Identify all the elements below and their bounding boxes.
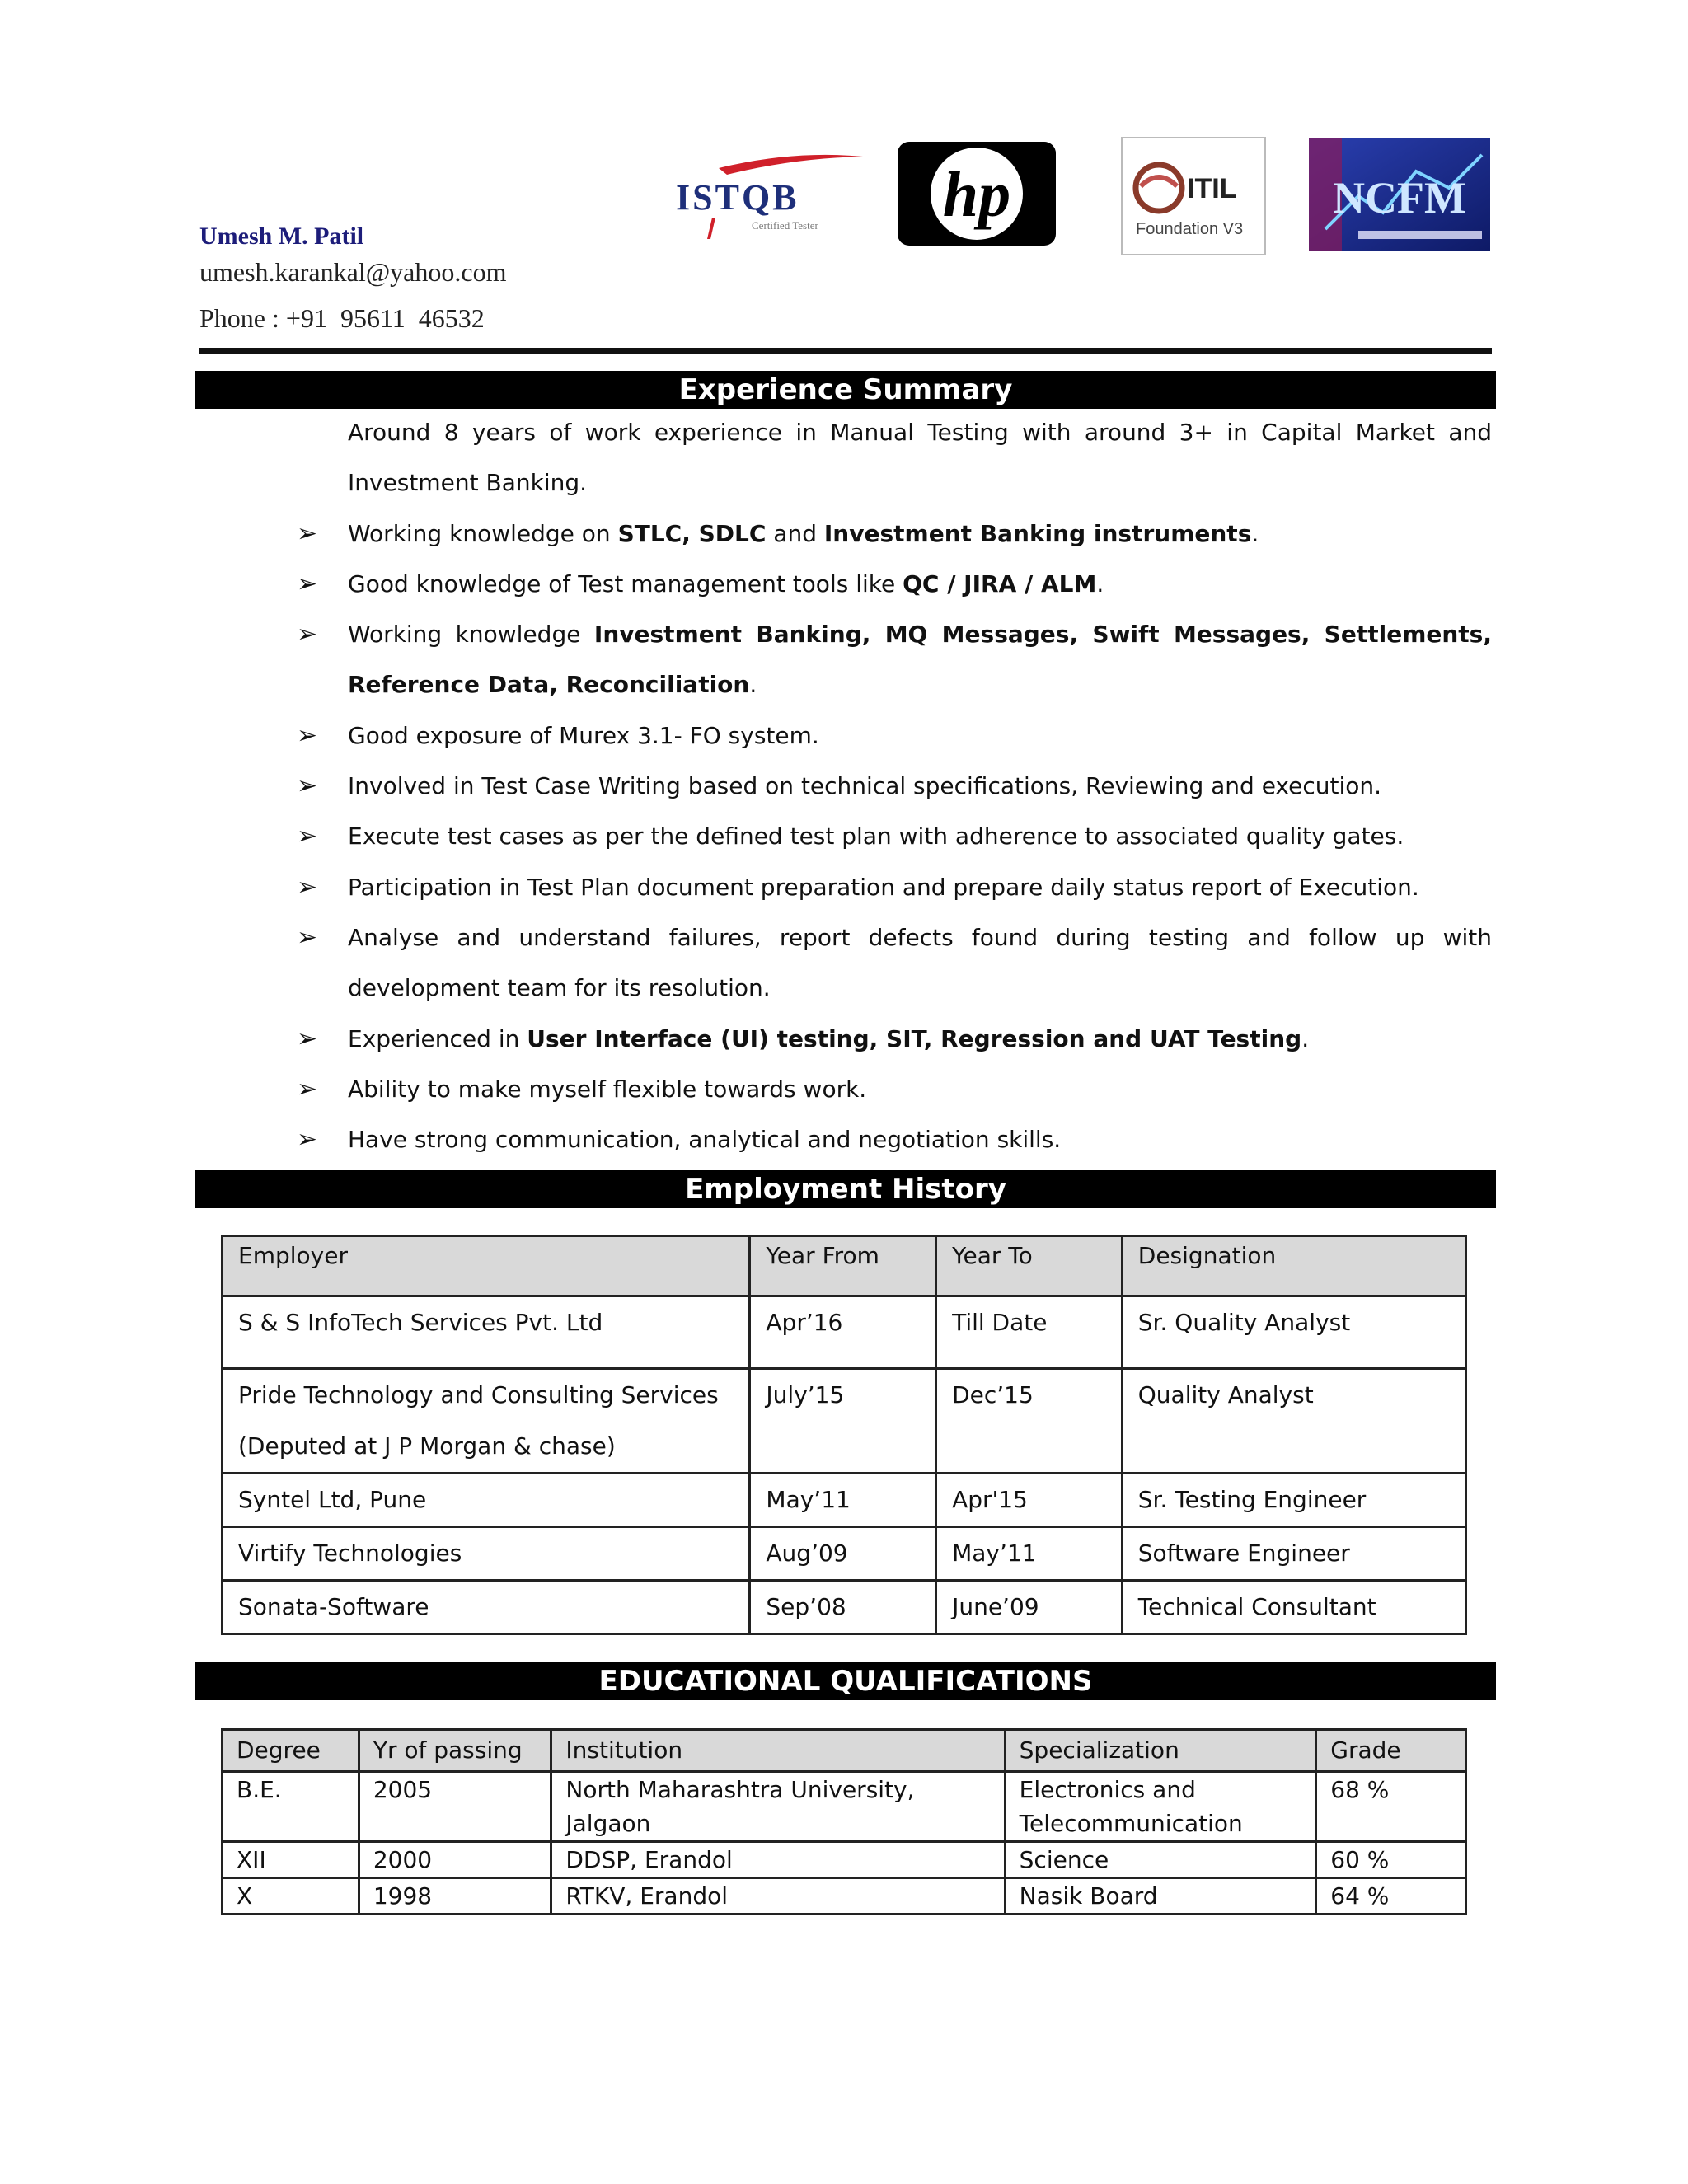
experience-summary-heading: Experience Summary (195, 371, 1496, 409)
istqb-mark (707, 218, 715, 239)
educational-qualifications-heading: EDUCATIONAL QUALIFICATIONS (195, 1662, 1496, 1700)
designation-cell: Sr. Quality Analyst (1122, 1296, 1465, 1369)
bullet-arrow-icon: ➢ (297, 922, 318, 952)
designation-cell: Technical Consultant (1122, 1581, 1465, 1634)
bullet-arrow-icon: ➢ (297, 1024, 318, 1053)
table-row (223, 1772, 1466, 1842)
istqb-swoosh (719, 155, 863, 175)
grade-cell: 64 % (1316, 1878, 1466, 1915)
employment-table (221, 1235, 1467, 1635)
year-to-cell: Apr'15 (936, 1474, 1123, 1527)
column-header: Yr of passing (359, 1730, 551, 1772)
year-cell: 1998 (359, 1878, 551, 1915)
hp-logo (896, 140, 1057, 247)
year-from-cell: July’15 (750, 1369, 936, 1474)
candidate-name: Umesh M. Patil (199, 223, 364, 250)
bullet-arrow-icon: ➢ (297, 872, 318, 902)
employer-cell: Virtify Technologies (223, 1527, 750, 1581)
institution-cell: RTKV, Erandol (551, 1878, 1005, 1915)
summary-intro (282, 407, 1492, 509)
table-row (223, 1581, 1466, 1634)
designation-cell: Sr. Testing Engineer (1122, 1474, 1465, 1527)
summary-item: ➢ Involved in Test Case Writing based on technical specifications, Reviewing and execution. (282, 761, 1492, 811)
bullet-arrow-icon: ➢ (297, 720, 318, 750)
summary-item: ➢ Execute test cases as per the defined test plan with adherence to associated quality gates. (282, 811, 1492, 861)
column-header: Designation (1122, 1236, 1465, 1296)
grade-cell: 60 % (1316, 1842, 1466, 1878)
degree-cell: X (223, 1878, 359, 1915)
summary-item: ➢ Experienced in User Interface (UI) testing, SIT, Regression and UAT Testing. (282, 1014, 1492, 1064)
table-row (223, 1878, 1466, 1915)
column-header: Employer (223, 1236, 750, 1296)
year-to-cell: May’11 (936, 1527, 1123, 1581)
itil-title: ITIL (1187, 173, 1237, 204)
specialization-cell: Nasik Board (1005, 1878, 1316, 1915)
designation-cell: Software Engineer (1122, 1527, 1465, 1581)
experience-summary-list (282, 407, 1492, 1165)
grade-cell: 68 % (1316, 1772, 1466, 1842)
bullet-arrow-icon: ➢ (297, 1125, 318, 1155)
year-cell: 2005 (359, 1772, 551, 1842)
degree-cell: XII (223, 1842, 359, 1878)
bullet-arrow-icon: ➢ (297, 771, 318, 801)
table-row (223, 1474, 1466, 1527)
year-from-cell: Sep’08 (750, 1581, 936, 1634)
summary-item: ➢ Ability to make myself flexible towards work. (282, 1064, 1492, 1114)
bullet-arrow-icon: ➢ (297, 822, 318, 851)
degree-cell: B.E. (223, 1772, 359, 1842)
year-from-cell: Aug’09 (750, 1527, 936, 1581)
header-divider (199, 348, 1492, 354)
education-table (221, 1728, 1467, 1915)
istqb-logo (669, 150, 867, 242)
summary-item: ➢ Working knowledge Investment Banking, MQ Messages, Swift Messages, Settlements, Reference Data, Reconciliation. (282, 609, 1492, 710)
summary-item: ➢ Good exposure of Murex 3.1- FO system. (282, 710, 1492, 761)
summary-item: ➢ Have strong communication, analytical and negotiation skills. (282, 1114, 1492, 1165)
bullet-arrow-icon: ➢ (297, 1074, 318, 1104)
ncfm-caption-strip (1358, 231, 1482, 239)
ncfm-logo (1309, 138, 1490, 251)
itil-logo (1121, 137, 1266, 255)
column-header: Grade (1316, 1730, 1466, 1772)
itil-subtitle: Foundation V3 (1136, 220, 1244, 238)
itil-swirl-accent (1141, 177, 1177, 186)
istqb-title: ISTQB (676, 177, 799, 218)
employer-cell: Sonata-Software (223, 1581, 750, 1634)
candidate-email: umesh.karankal@yahoo.com (199, 257, 507, 287)
employer-cell: S & S InfoTech Services Pvt. Ltd (223, 1296, 750, 1369)
column-header: Degree (223, 1730, 359, 1772)
ncfm-title: NCFM (1333, 173, 1466, 223)
specialization-cell: Science (1005, 1842, 1316, 1878)
table-row (223, 1842, 1466, 1878)
table-row (223, 1369, 1466, 1474)
itil-swirl-icon (1136, 165, 1182, 211)
employment-history-heading: Employment History (195, 1170, 1496, 1208)
institution-cell: North Maharashtra University, Jalgaon (551, 1772, 1005, 1842)
column-header: Specialization (1005, 1730, 1316, 1772)
table-row (223, 1527, 1466, 1581)
year-from-cell: Apr’16 (750, 1296, 936, 1369)
summary-item: ➢ Good knowledge of Test management tools like QC / JIRA / ALM. (282, 559, 1492, 609)
summary-item: ➢ Working knowledge on STLC, SDLC and Investment Banking instruments. (282, 509, 1492, 559)
summary-intro-text: Around 8 years of work experience in Manual Testing with around 3+ in Capital Market and Investment Banking. (348, 419, 1492, 497)
hp-logo-text: hp (942, 158, 1011, 230)
column-header: Institution (551, 1730, 1005, 1772)
institution-cell: DDSP, Erandol (551, 1842, 1005, 1878)
bullet-arrow-icon: ➢ (297, 569, 318, 598)
column-header: Year From (750, 1236, 936, 1296)
year-to-cell: Till Date (936, 1296, 1123, 1369)
year-from-cell: May’11 (750, 1474, 936, 1527)
bullet-arrow-icon: ➢ (297, 518, 318, 548)
employer-cell: Pride Technology and Consulting Services (Deputed at J P Morgan & chase) (223, 1369, 750, 1474)
column-header: Year To (936, 1236, 1123, 1296)
year-cell: 2000 (359, 1842, 551, 1878)
designation-cell: Quality Analyst (1122, 1369, 1465, 1474)
candidate-phone: Phone : +91 95611 46532 (199, 303, 485, 333)
summary-item: ➢ Participation in Test Plan document preparation and prepare daily status report of Execution. (282, 862, 1492, 912)
summary-item: ➢ Analyse and understand failures, report defects found during testing and follow up with development team for its resolution. (282, 912, 1492, 1014)
year-to-cell: June’09 (936, 1581, 1123, 1634)
specialization-cell: Electronics and Telecommunication (1005, 1772, 1316, 1842)
education-header-row (223, 1730, 1466, 1772)
bullet-arrow-icon: ➢ (297, 620, 318, 649)
table-row (223, 1296, 1466, 1369)
year-to-cell: Dec’15 (936, 1369, 1123, 1474)
employer-cell: Syntel Ltd, Pune (223, 1474, 750, 1527)
istqb-subtitle: Certified Tester (752, 219, 818, 232)
employment-header-row (223, 1236, 1466, 1296)
